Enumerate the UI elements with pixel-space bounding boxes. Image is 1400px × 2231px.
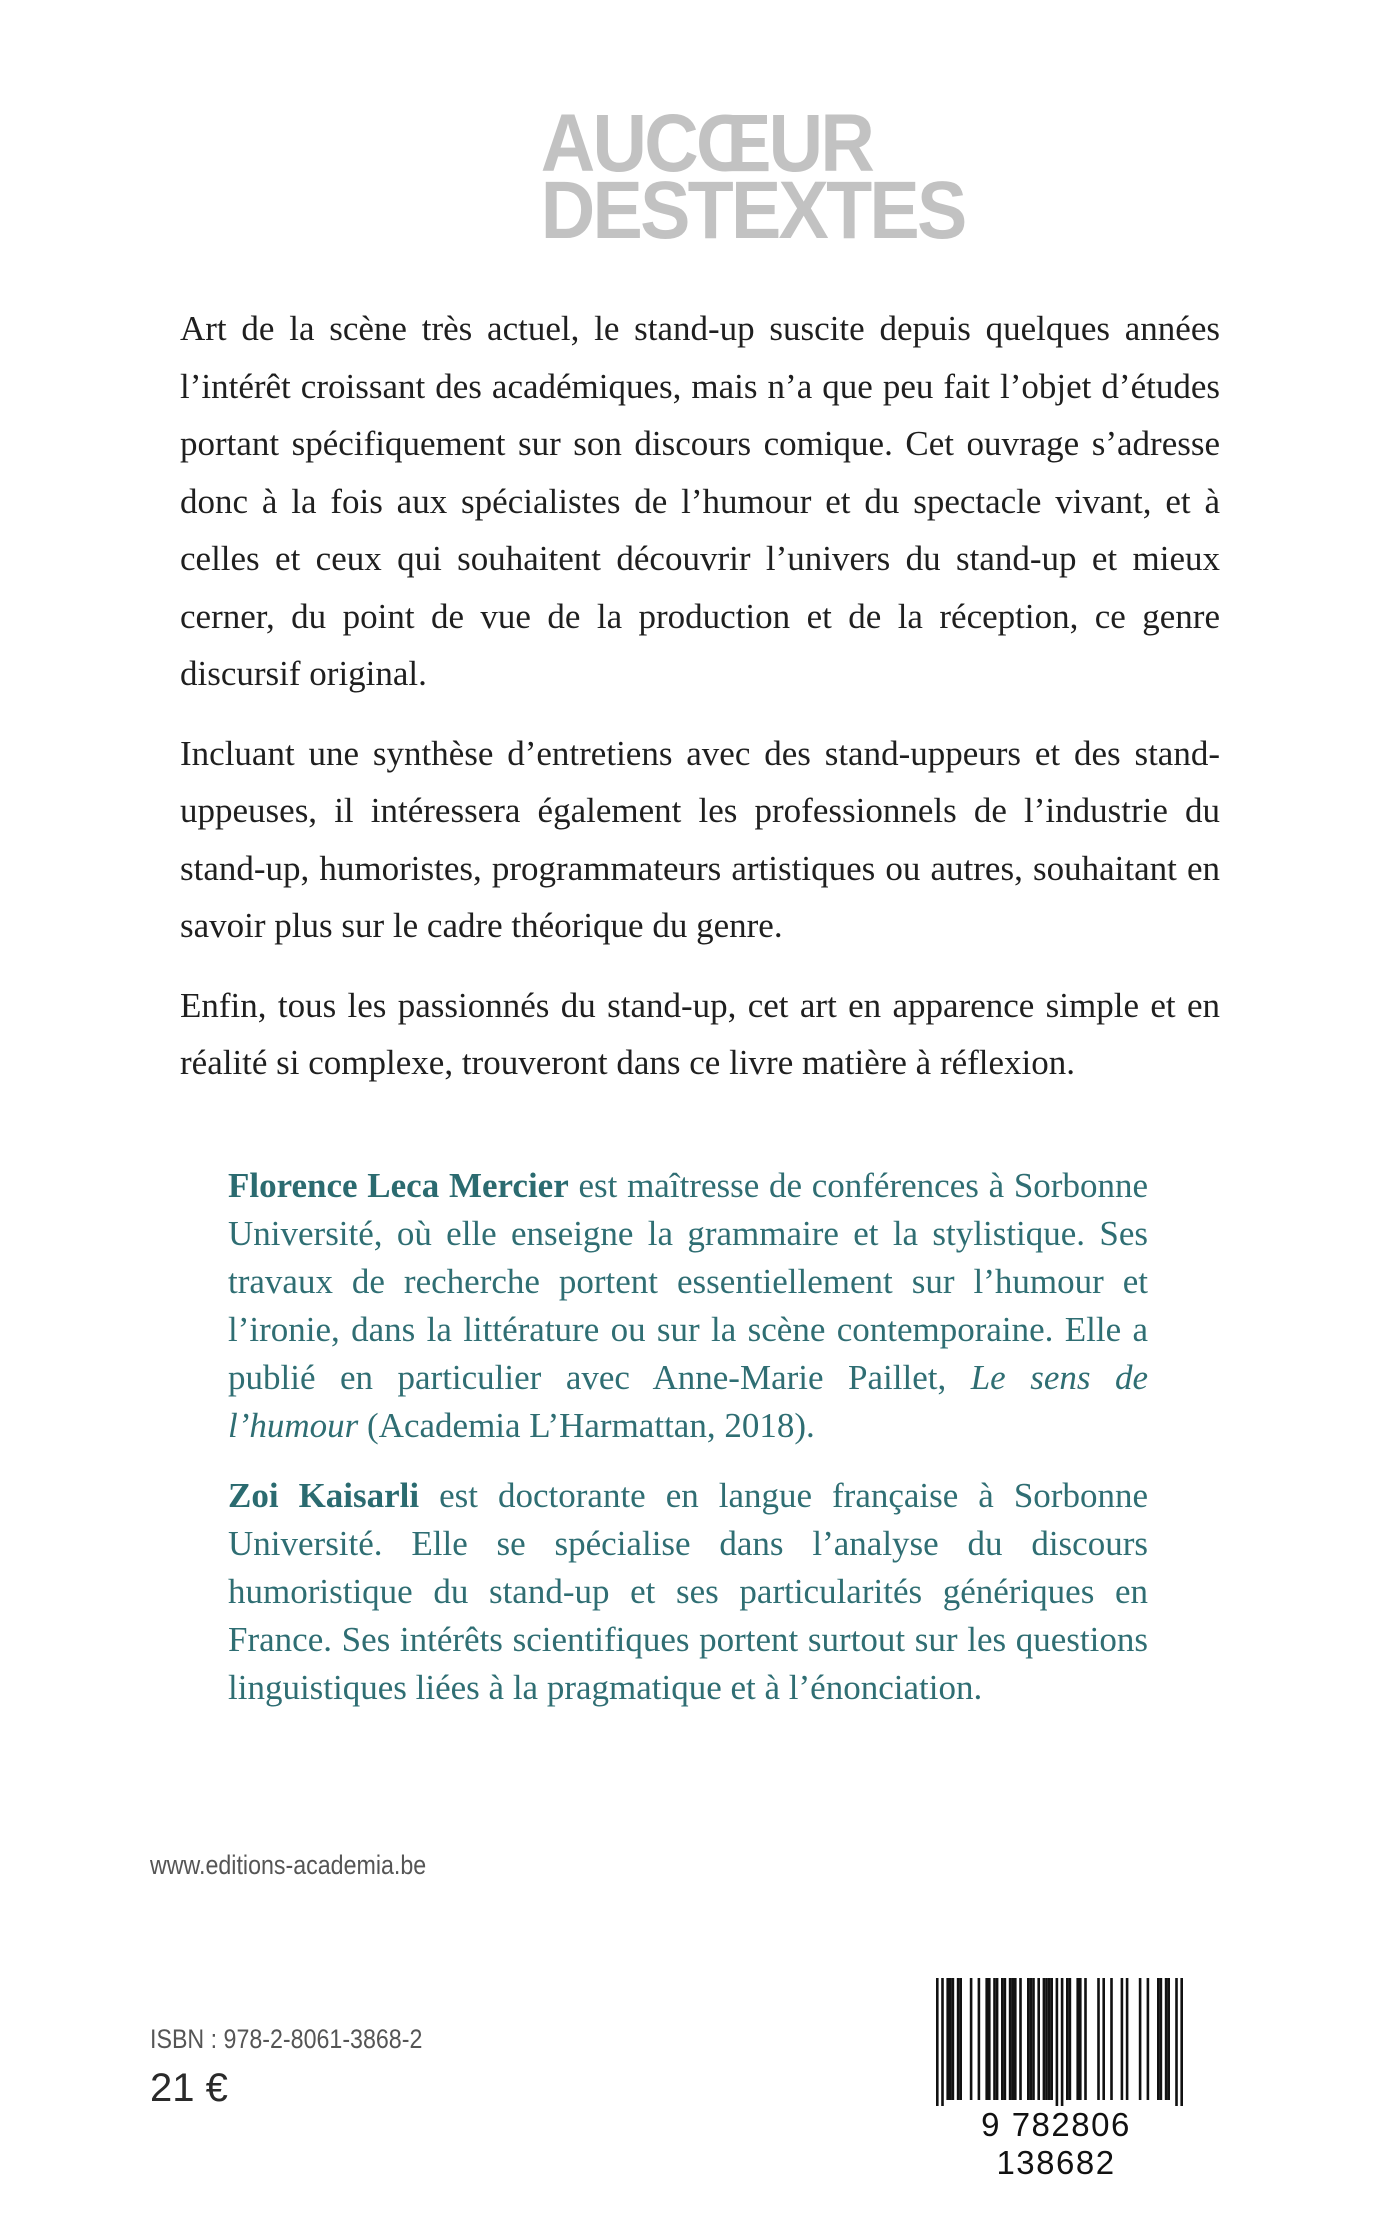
author-bios [228, 1162, 1148, 1734]
barcode-bar [1001, 1978, 1004, 2100]
barcode-bar [1066, 1978, 1069, 2100]
author-name-2: Zoi Kaisarli [228, 1476, 420, 1515]
barcode-digits: 9 782806 138682 [981, 2106, 1131, 2181]
barcode-bar [949, 1978, 952, 2100]
series-logo-line1: AUCŒUR [540, 98, 873, 189]
barcode-bar [1157, 1978, 1160, 2100]
barcode-bar [988, 1978, 991, 2100]
barcode-bar [1110, 1978, 1113, 2100]
barcode-bar [1126, 1978, 1129, 2100]
barcode-bar [1037, 1978, 1040, 2100]
series-logo-line2: DESTEXTES [540, 165, 965, 257]
barcode-bar [1160, 1978, 1163, 2100]
barcode-bar [1097, 1978, 1100, 2100]
description-paragraph-1: Art de la scène très actuel, le stand-up suscite depuis quelques années l’intérêt croissant des académiques, mais n’a que peu fait l’objet d’études portant spécifiquement sur son discours comique. Cet ouvrage s’adresse donc à la fois aux spécialistes de l’humour et du spectacle vivant, et à celles et ceux qui souhaitent découvrir l’univers du stand-up et mieux cerner, du point de vue de la production et de la réception, ce genre discursif original. [180, 309, 1220, 693]
barcode-bar [1147, 1978, 1150, 2100]
isbn-barcode [918, 1978, 1194, 2181]
author-bio-1-text: est maîtresse de conférences à Sorbonne Université, où elle enseigne la grammaire et la stylistique. Ses travaux de recherche portent essentiellement sur l’humour et l’ironie, dans la littérature ou sur la scène contemporaine. Elle a publié en particulier avec Anne-Marie Paillet, [228, 1166, 1148, 1397]
barcode-bar [1050, 1978, 1053, 2100]
barcode-bar [946, 1978, 949, 2100]
description-paragraph-3: Enfin, tous les passionnés du stand-up, cet art en apparence simple et en réalité si complexe, trouveront dans ce livre matière à réflexion. [180, 985, 1220, 1082]
barcode-bar [1175, 1978, 1178, 2106]
barcode-bar [993, 1978, 996, 2100]
barcode-bars-icon [918, 1978, 1194, 2106]
barcode-bar [1180, 1978, 1183, 2106]
barcode-bar [1165, 1978, 1168, 2100]
barcode-bar [1061, 1978, 1064, 2106]
barcode-bar [936, 1978, 939, 2106]
barcode-bar [1084, 1978, 1087, 2100]
author-bio-1 [228, 1162, 1148, 1450]
author-bio-2 [228, 1472, 1148, 1712]
isbn-number: ISBN : 978-2-8061-3868-2 [150, 2024, 423, 2054]
barcode-bar [1004, 1978, 1007, 2100]
barcode-bar [1139, 1978, 1142, 2100]
barcode-bar [1048, 1978, 1051, 2100]
barcode-bar [1009, 1978, 1012, 2100]
barcode-bar [1069, 1978, 1072, 2100]
barcode-bar [952, 1978, 955, 2100]
barcode-bar [1045, 1978, 1048, 2100]
barcode-bar [985, 1978, 988, 2100]
barcode-bar [957, 1978, 960, 2100]
barcode-bar [1121, 1978, 1124, 2100]
description-paragraph-2: Incluant une synthèse d’entretiens avec des stand-uppeurs et des stand-uppeuses, il intéressera également les professionnels de l’industrie du stand-up, humoristes, programmateurs artistiques ou autres, souhaitant en savoir plus sur le cadre théorique du genre. [180, 733, 1220, 945]
barcode-bar [941, 1978, 944, 2106]
barcode-bar [959, 1978, 962, 2100]
barcode-bar [1056, 1978, 1059, 2106]
price-label: 21 € [150, 2066, 228, 2110]
series-logo [540, 98, 965, 257]
barcode-bar [996, 1978, 999, 2100]
barcode-bar [1076, 1978, 1079, 2100]
barcode-bar [1043, 1978, 1046, 2100]
author-name-1: Florence Leca Mercier [228, 1166, 569, 1205]
barcode-bar [1027, 1978, 1030, 2100]
barcode-bar [1032, 1978, 1035, 2100]
barcode-bar [970, 1978, 973, 2100]
book-description [180, 300, 1220, 1114]
barcode-bar [1102, 1978, 1105, 2100]
author-bio-2-text: est doctorante en langue française à Sorbonne Université. Elle se spécialise dans l’analyse du discours humoristique du stand-up et ses particularités génériques en France. Ses intérêts scientifiques portent surtout sur les questions linguistiques liées à la pragmatique et à l’énonciation. [228, 1476, 1148, 1707]
barcode-bar [978, 1978, 981, 2100]
barcode-bar [1019, 1978, 1022, 2100]
barcode-bar [1014, 1978, 1017, 2100]
barcode-bar [1011, 1978, 1014, 2100]
author-bio-1-text-end: (Academia L’Harmattan, 2018). [358, 1406, 815, 1445]
barcode-bar [1079, 1978, 1082, 2100]
publisher-website: www.editions-academia.be [150, 1850, 427, 1880]
barcode-bar [1030, 1978, 1033, 2100]
barcode-bar [1167, 1978, 1170, 2100]
book-title-reference: Le sens de l’humour [228, 1358, 1149, 1445]
